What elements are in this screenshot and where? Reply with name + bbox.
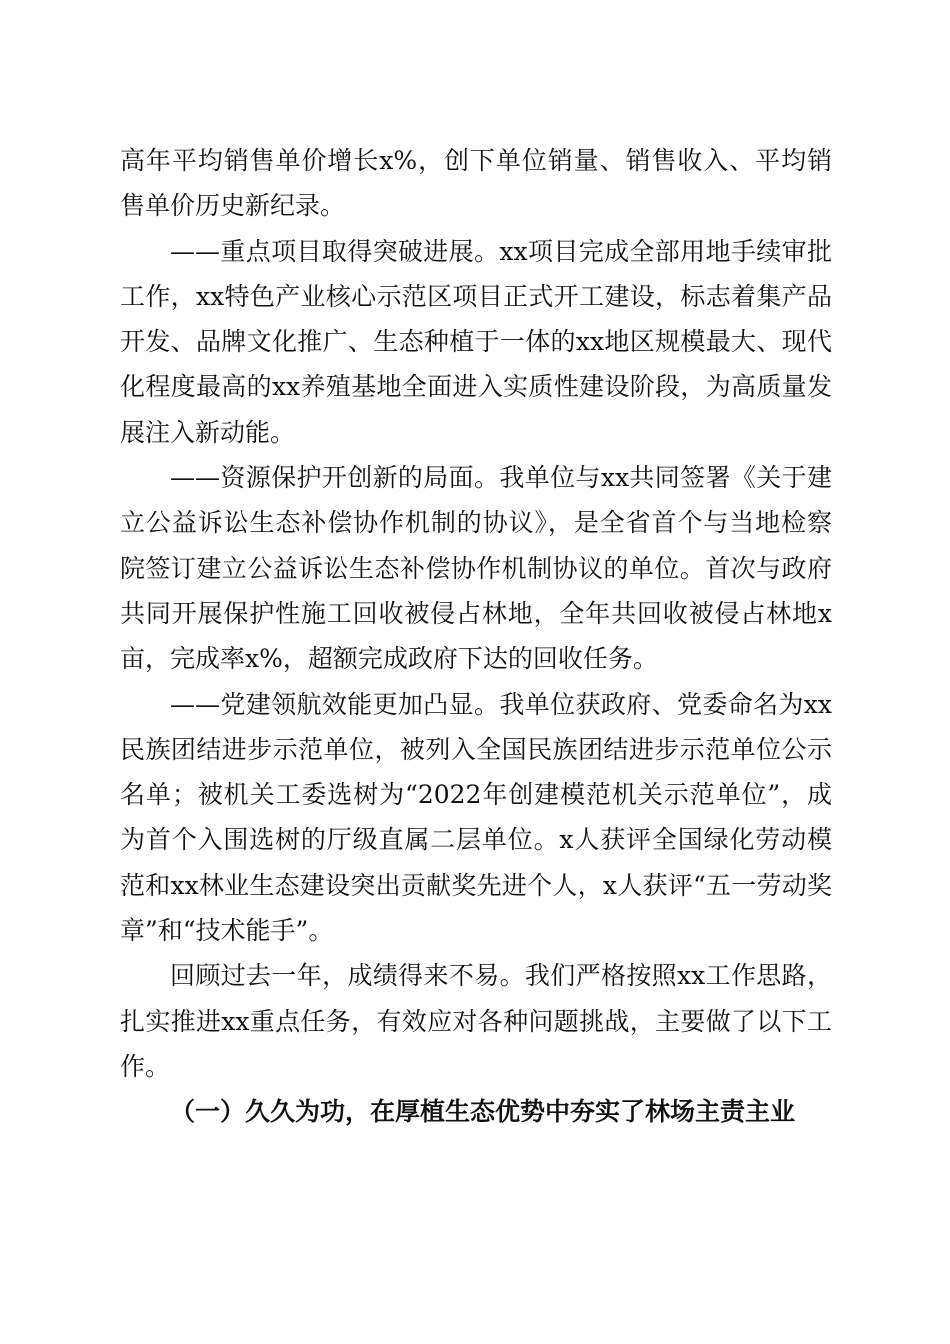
paragraph-resource-protection: ——资源保护开创新的局面。我单位与xx共同签署《关于建立公益诉讼生态补偿协作机制的协议》，是全省首个与当地检察院签订建立公益诉讼生态补偿协作机制协议的单位。首次与政府共同开展保护性施工回收被侵占林地，全年共回收被侵占林地x亩，完成率x%，超额完成政府下达的回收任务。 xyxy=(120,463,832,674)
paragraph-review: 回顾过去一年，成绩得来不易。我们严格按照xx工作思路，扎实推进xx重点任务，有效应对各种问题挑战，主要做了以下工作。 xyxy=(120,961,832,1081)
paragraph-key-projects: ——重点项目取得突破进展。xx项目完成全部用地手续审批工作，xx特色产业核心示范区项目正式开工建设，标志着集产品开发、品牌文化推广、生态种植于一体的xx地区规模最大、现代化程度最高的xx养殖基地全面进入实质性建设阶段，为高质量发展注入新动能。 xyxy=(120,236,832,447)
section-heading: （一）久久为功，在厚植生态优势中夯实了林场主责主业 xyxy=(170,1097,796,1127)
paragraph-continuation: 高年平均销售单价增长x%，创下单位销量、销售收入、平均销售单价历史新纪录。 xyxy=(120,146,832,221)
paragraph-party-building: ——党建领航效能更加凸显。我单位获政府、党委命名为xx民族团结进步示范单位，被列入全国民族团结进步示范单位公示名单；被机关工委选树为“2022年创建模范机关示范单位”，成为首个入围选树的厅级直属二层单位。x人获评全国绿化劳动模范和xx林业生态建设突出贡献奖先进个人，x人获评“五一劳动奖章”和“技术能手”。 xyxy=(120,689,832,946)
document-body xyxy=(120,138,832,1135)
